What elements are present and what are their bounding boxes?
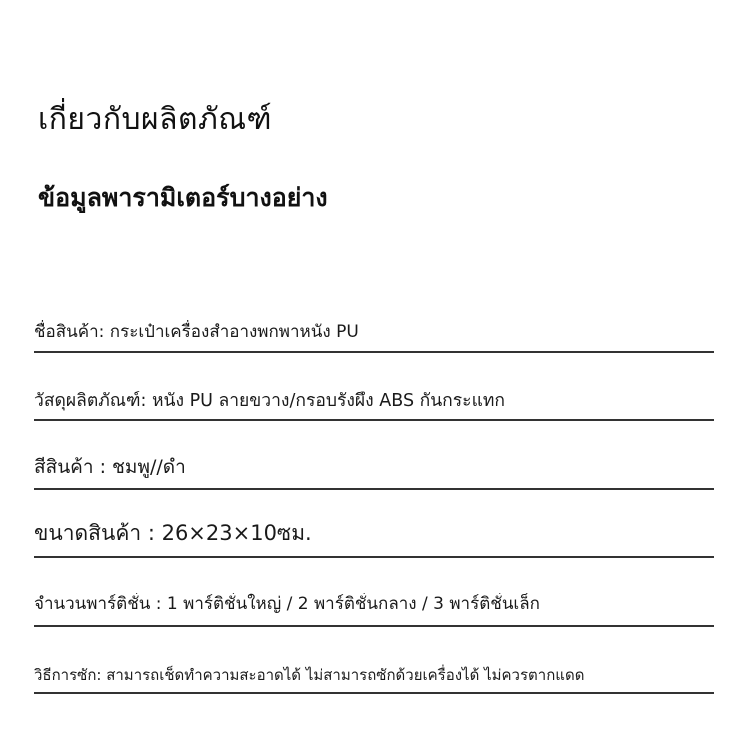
spec-row-product-name [34, 320, 714, 353]
spec-text: จำนวนพาร์ติชั่น : 1 พาร์ติชั่นใหญ่ / 2 พาร์ติชั่นกลาง / 3 พาร์ติชั่นเล็ก [34, 594, 540, 614]
page-title: เกี่ยวกับผลิตภัณฑ์ [38, 102, 273, 137]
spec-text: วัสดุผลิตภัณฑ์: หนัง PU ลายขวาง/กรอบรังผึ้ง ABS กันกระแทก [34, 391, 505, 411]
section-subtitle: ข้อมูลพารามิเตอร์บางอย่าง [38, 183, 328, 212]
spec-text: ขนาดสินค้า : 26×23×10ซม. [34, 521, 312, 545]
spec-row-material [34, 391, 714, 421]
spec-text: สีสินค้า : ชมพู//ดำ [34, 456, 186, 478]
spec-row-color [34, 456, 714, 490]
spec-row-care [34, 664, 714, 694]
spec-row-size [34, 520, 714, 558]
spec-text: ชื่อสินค้า: กระเป๋าเครื่องสำอางพกพาหนัง PU [34, 322, 359, 342]
spec-text: วิธีการซัก: สามารถเช็ดทำความสะอาดได้ ไม่สามารถซักด้วยเครื่องได้ ไม่ควรตากแดด [34, 666, 585, 684]
spec-row-partitions [34, 593, 714, 627]
